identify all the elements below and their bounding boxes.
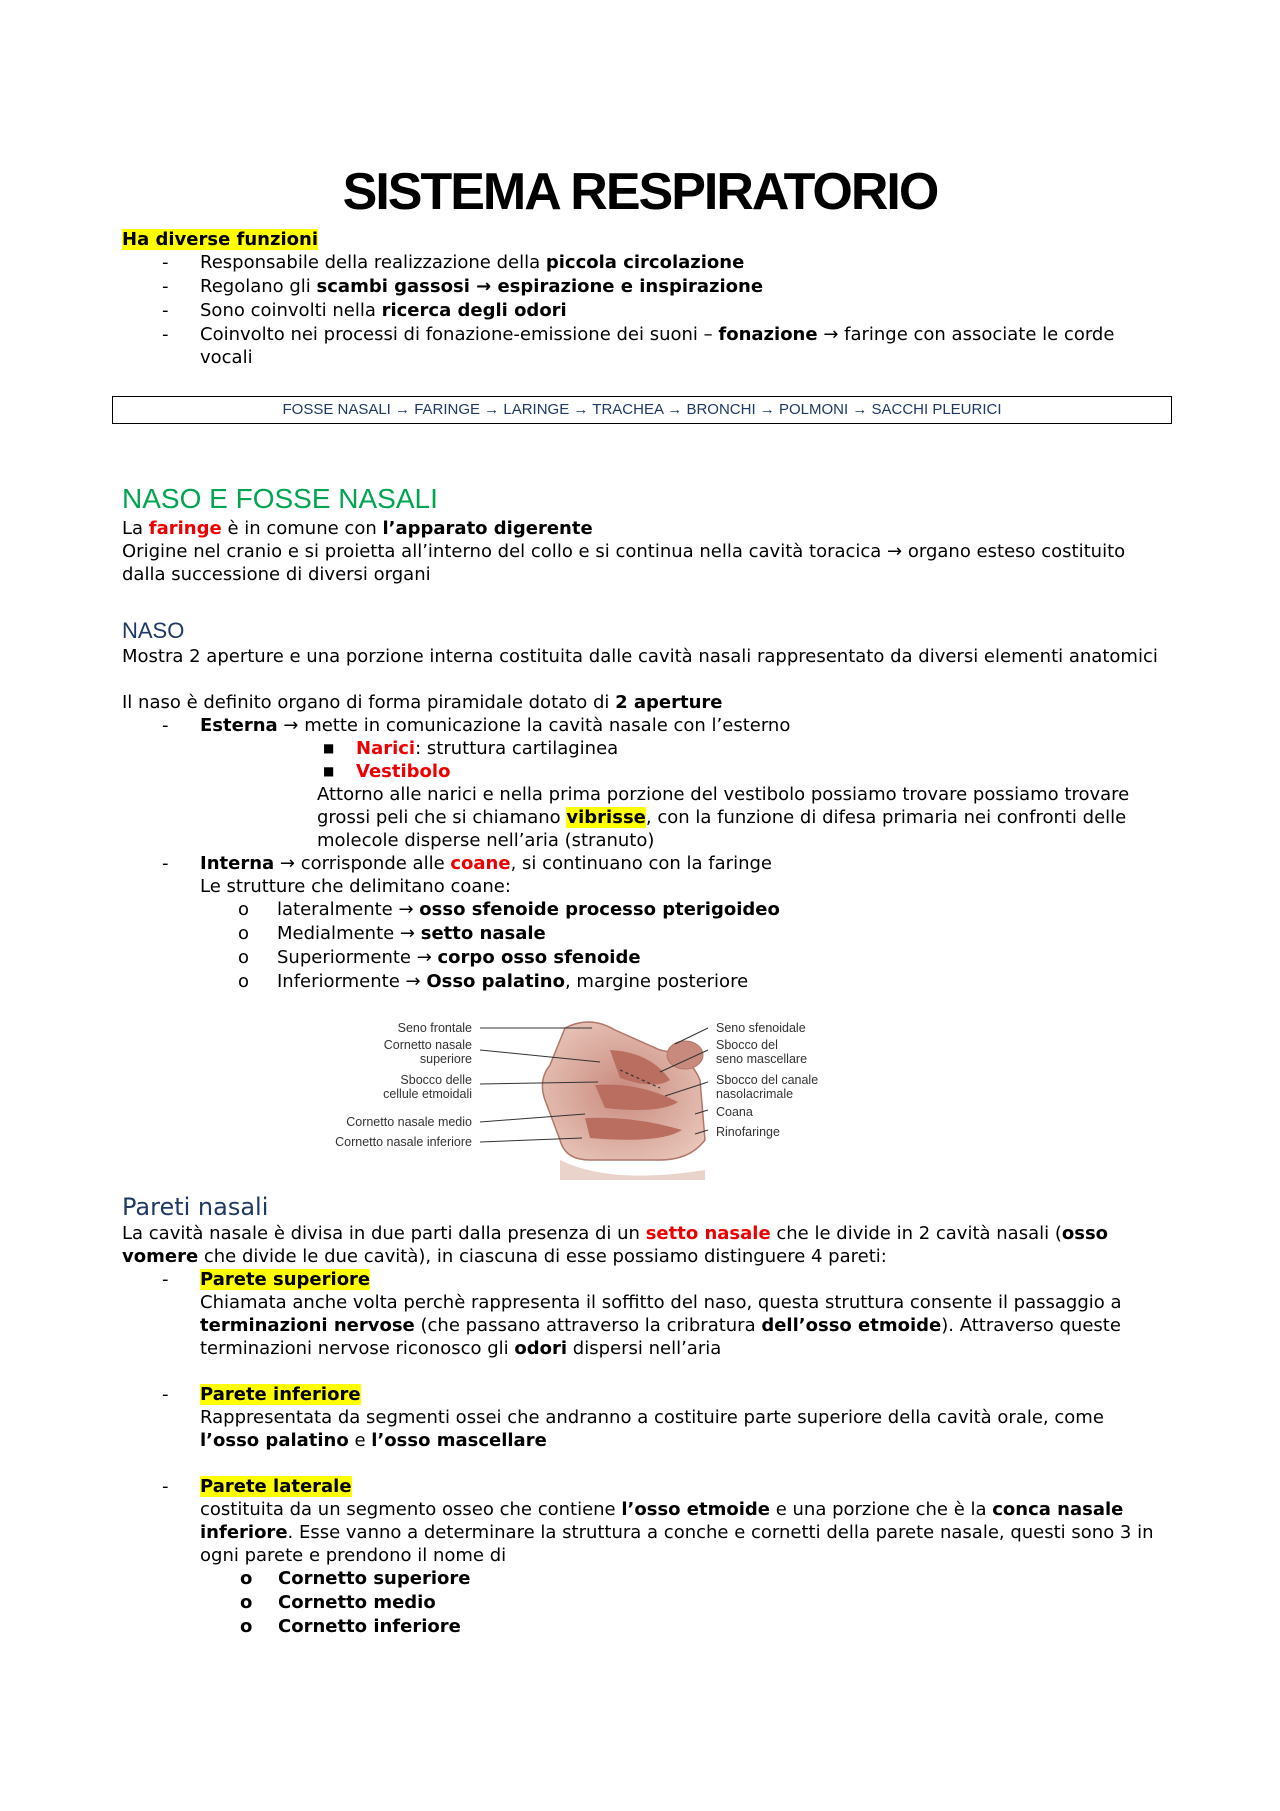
figure-label: Sbocco delle bbox=[400, 1073, 472, 1087]
naso-paragraph-1: Mostra 2 aperture e una porzione interna costituita dalle cavità nasali rappresentato da diversi elementi anatomici bbox=[122, 646, 1158, 667]
intro-heading: Ha diverse funzioni bbox=[122, 229, 318, 250]
page-title: SISTEMA RESPIRATORIO bbox=[342, 163, 938, 221]
circle-bullet: o bbox=[238, 947, 250, 968]
parete-superiore-text: Chiamata anche volta perchè rappresenta il soffitto del naso, questa struttura consente il passaggio a terminazioni nervose (che passano attraverso la cribratura dell’osso etmoide). Attraverso queste terminazioni nervose riconosco gli odori dispersi nell’aria bbox=[200, 1292, 1122, 1359]
figure-label: Seno frontale bbox=[397, 1021, 472, 1035]
list-dash: - bbox=[162, 1384, 169, 1405]
subheading-pareti: Pareti nasali bbox=[122, 1193, 269, 1221]
vestibolo-item: Vestibolo bbox=[356, 761, 451, 782]
coane-item: Inferiormente → Osso palatino, margine posteriore bbox=[277, 971, 749, 992]
square-bullet: ■ bbox=[323, 741, 335, 755]
circle-bullet: o bbox=[238, 971, 250, 992]
respiratory-path-box: FOSSE NASALI → FARINGE → LARINGE → TRACHEA → BRONCHI → POLMONI → SACCHI PLEURICI bbox=[112, 396, 1172, 424]
figure-label: Cornetto nasale bbox=[383, 1038, 472, 1052]
list-dash: - bbox=[162, 853, 169, 874]
coane-intro: Le strutture che delimitano coane: bbox=[200, 876, 511, 897]
square-bullet: ■ bbox=[323, 764, 335, 778]
list-dash: - bbox=[162, 1269, 169, 1290]
anatomy-illustration bbox=[542, 1022, 705, 1180]
figure-label: Seno sfenoidale bbox=[716, 1021, 806, 1035]
parete-laterale-title: Parete laterale bbox=[200, 1476, 352, 1497]
figure-label: Sbocco del canale bbox=[716, 1073, 819, 1087]
cornetto-item: Cornetto superiore bbox=[278, 1568, 471, 1589]
cornetto-item: Cornetto inferiore bbox=[278, 1616, 461, 1637]
cornetto-item: Cornetto medio bbox=[278, 1592, 436, 1613]
esterna-item: Esterna → mette in comunicazione la cavità nasale con l’esterno bbox=[200, 715, 791, 736]
list-item: Regolano gli scambi gassosi → espirazione e inspirazione bbox=[200, 276, 764, 297]
origin-paragraph: Origine nel cranio e si proietta all’interno del collo e si continua nella cavità toracica → organo esteso costituito dalla successione di diversi organi bbox=[122, 541, 1126, 585]
figure-label: Coana bbox=[716, 1105, 753, 1119]
circle-bullet: o bbox=[238, 923, 250, 944]
figure-label: cellule etmoidali bbox=[383, 1087, 472, 1101]
parete-inferiore-text: Rappresentata da segmenti ossei che andranno a costituire parte superiore della cavità orale, come l’osso palatino e l’osso mascellare bbox=[200, 1407, 1104, 1451]
pareti-intro: La cavità nasale è divisa in due parti dalla presenza di un setto nasale che le divide in 2 cavità nasali (osso vomere che divide le due cavità), in ciascuna di esse possiamo distinguere 4 pareti: bbox=[122, 1223, 1109, 1267]
section-heading-naso-fosse: NASO E FOSSE NASALI bbox=[122, 483, 438, 514]
list-dash: - bbox=[162, 324, 169, 345]
parete-inferiore-title: Parete inferiore bbox=[200, 1384, 361, 1405]
figure-label: superiore bbox=[419, 1052, 472, 1066]
parete-superiore-title: Parete superiore bbox=[200, 1269, 371, 1290]
right-labels bbox=[716, 1021, 818, 1139]
figure-label: nasolacrimale bbox=[716, 1087, 794, 1101]
circle-bullet: o bbox=[240, 1592, 253, 1613]
list-dash: - bbox=[162, 276, 169, 297]
faringe-line: La faringe è in comune con l’apparato digerente bbox=[122, 518, 593, 539]
circle-bullet: o bbox=[238, 899, 250, 920]
circle-bullet: o bbox=[240, 1568, 253, 1589]
nasal-cavity-figure bbox=[335, 1010, 920, 1180]
list-dash: - bbox=[162, 300, 169, 321]
figure-label: Cornetto nasale inferiore bbox=[335, 1135, 472, 1149]
subheading-naso: NASO bbox=[122, 618, 185, 643]
interna-item: Interna → corrisponde alle coane, si continuano con la faringe bbox=[200, 853, 772, 874]
figure-label: Rinofaringe bbox=[716, 1125, 780, 1139]
figure-label: Cornetto nasale medio bbox=[346, 1115, 472, 1129]
list-item: Responsabile della realizzazione della piccola circolazione bbox=[200, 252, 745, 273]
figure-label: Sbocco del bbox=[716, 1038, 778, 1052]
figure-label: seno mascellare bbox=[716, 1052, 808, 1066]
list-item: Coinvolto nei processi di fonazione-emissione dei suoni – fonazione → faringe con associate le corde vocali bbox=[200, 324, 1115, 368]
list-dash: - bbox=[162, 1476, 169, 1497]
vibrisse-paragraph: Attorno alle narici e nella prima porzione del vestibolo possiamo trovare possiamo trovare grossi peli che si chiamano vibrisse, con la funzione di difesa primaria nei confronti delle molecole disperse nell’aria (stranuto) bbox=[317, 784, 1130, 851]
list-item: Sono coinvolti nella ricerca degli odori bbox=[200, 300, 567, 321]
coane-item: Superiormente → corpo osso sfenoide bbox=[277, 947, 641, 968]
left-labels bbox=[335, 1021, 472, 1149]
coane-item: Medialmente → setto nasale bbox=[277, 923, 546, 944]
coane-item: lateralmente → osso sfenoide processo pterigoideo bbox=[277, 899, 780, 920]
parete-laterale-text: costituita da un segmento osseo che contiene l’osso etmoide e una porzione che è la conca nasale inferiore. Esse vanno a determinare la struttura a conche e cornetti della parete nasale, questi sono 3 in ogni parete e prendono il nome di bbox=[200, 1499, 1154, 1566]
list-dash: - bbox=[162, 252, 169, 273]
circle-bullet: o bbox=[240, 1616, 253, 1637]
list-dash: - bbox=[162, 715, 169, 736]
narici-item: Narici: struttura cartilaginea bbox=[356, 738, 619, 759]
naso-paragraph-2: Il naso è definito organo di forma piramidale dotato di 2 aperture bbox=[122, 692, 723, 713]
